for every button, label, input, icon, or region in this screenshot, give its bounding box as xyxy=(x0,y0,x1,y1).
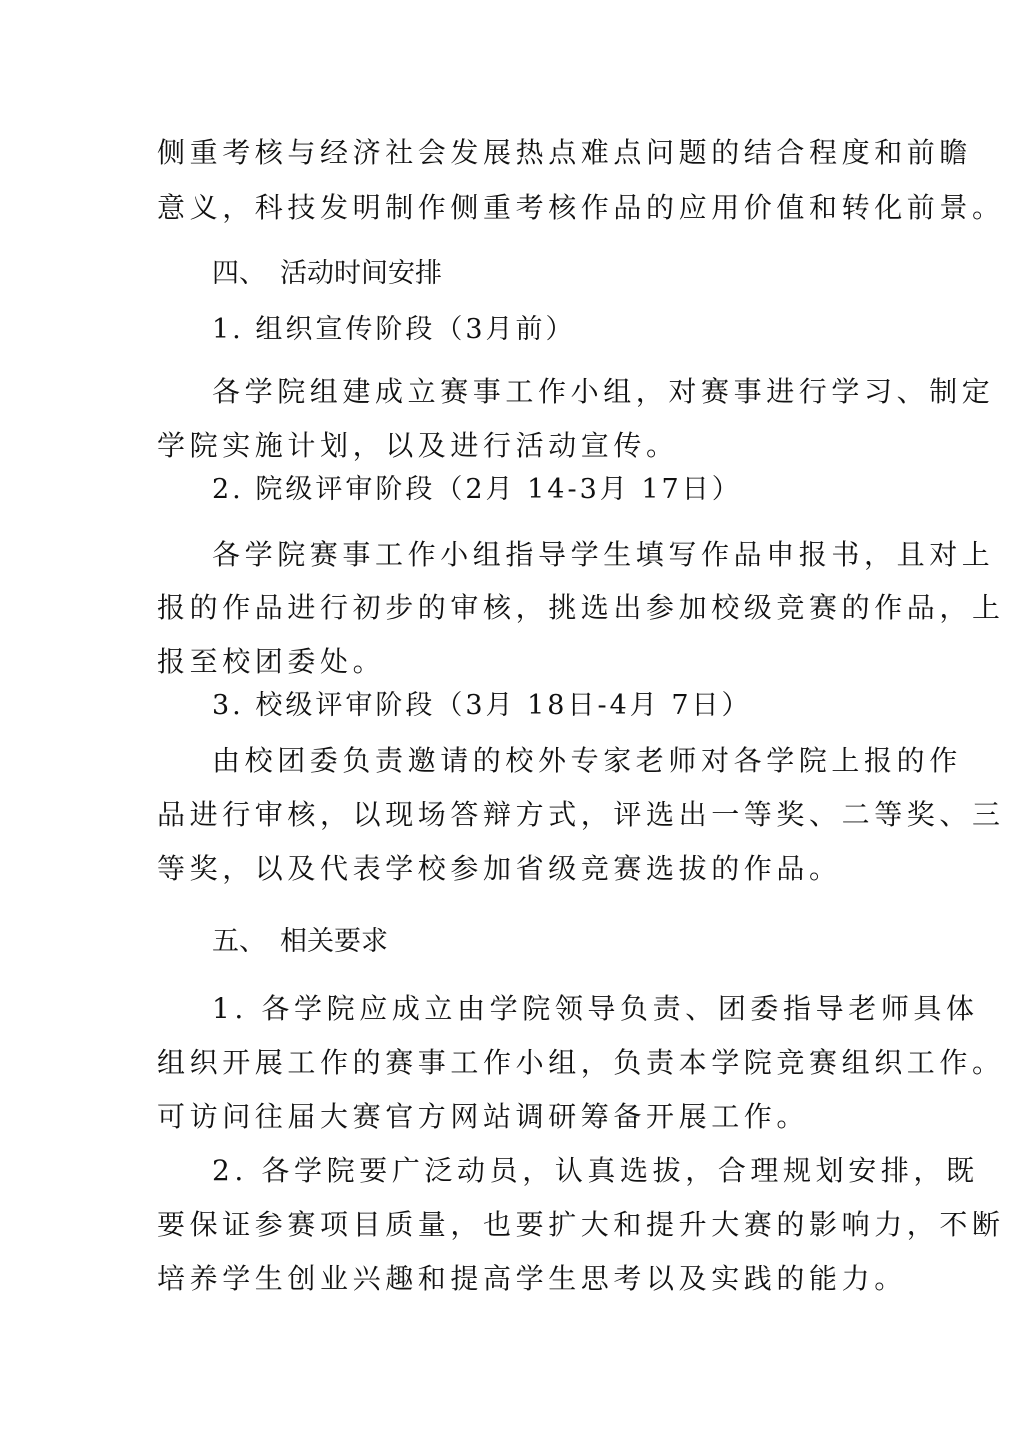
stage-1-heading: 1. 组织宣传阶段（3月前） xyxy=(212,314,576,345)
section-4-title: 活动时间安排 xyxy=(280,258,442,289)
section-5-heading xyxy=(212,922,388,962)
stage-1-line-2: 学院实施计划，以及进行活动宣传。 xyxy=(157,429,679,462)
stage-3-line-3: 等奖，以及代表学校参加省级竞赛选拔的作品。 xyxy=(157,852,842,885)
stage-3-line-1: 由校团委负责邀请的校外专家老师对各学院上报的作 xyxy=(212,744,962,777)
section-5-number: 五、 xyxy=(212,926,266,957)
intro-line-2: 意义，科技发明制作侧重考核作品的应用价值和转化前景。 xyxy=(157,191,1005,224)
requirement-1-line-3: 可访问往届大赛官方网站调研筹备开展工作。 xyxy=(157,1100,810,1133)
requirement-2-line-2: 要保证参赛项目质量，也要扩大和提升大赛的影响力，不断 xyxy=(157,1208,1005,1241)
stage-2-line-2: 报的作品进行初步的审核，挑选出参加校级竞赛的作品，上 xyxy=(157,591,1005,624)
section-5-title: 相关要求 xyxy=(280,926,388,957)
section-4-number: 四、 xyxy=(212,258,266,289)
requirement-2-line-3: 培养学生创业兴趣和提高学生思考以及实践的能力。 xyxy=(157,1262,907,1295)
intro-line-1: 侧重考核与经济社会发展热点难点问题的结合程度和前瞻 xyxy=(157,136,973,169)
stage-3-heading: 3. 校级评审阶段（3月 18日-4月 7日） xyxy=(212,690,752,721)
requirement-1-line-1: 1. 各学院应成立由学院领导负责、团委指导老师具体 xyxy=(212,992,979,1025)
section-4-heading xyxy=(212,254,442,294)
requirement-1-line-2: 组织开展工作的赛事工作小组，负责本学院竞赛组织工作。 xyxy=(157,1046,1005,1079)
stage-2-heading: 2. 院级评审阶段（2月 14-3月 17日） xyxy=(212,474,742,505)
stage-2-line-3: 报至校团委处。 xyxy=(157,645,386,678)
stage-3-line-2: 品进行审核，以现场答辩方式，评选出一等奖、二等奖、三 xyxy=(157,798,1005,831)
stage-2-line-1: 各学院赛事工作小组指导学生填写作品申报书，且对上 xyxy=(212,538,995,571)
stage-1-line-1: 各学院组建成立赛事工作小组，对赛事进行学习、制定 xyxy=(212,375,995,408)
requirement-2-line-1: 2. 各学院要广泛动员，认真选拔，合理规划安排，既 xyxy=(212,1154,979,1187)
